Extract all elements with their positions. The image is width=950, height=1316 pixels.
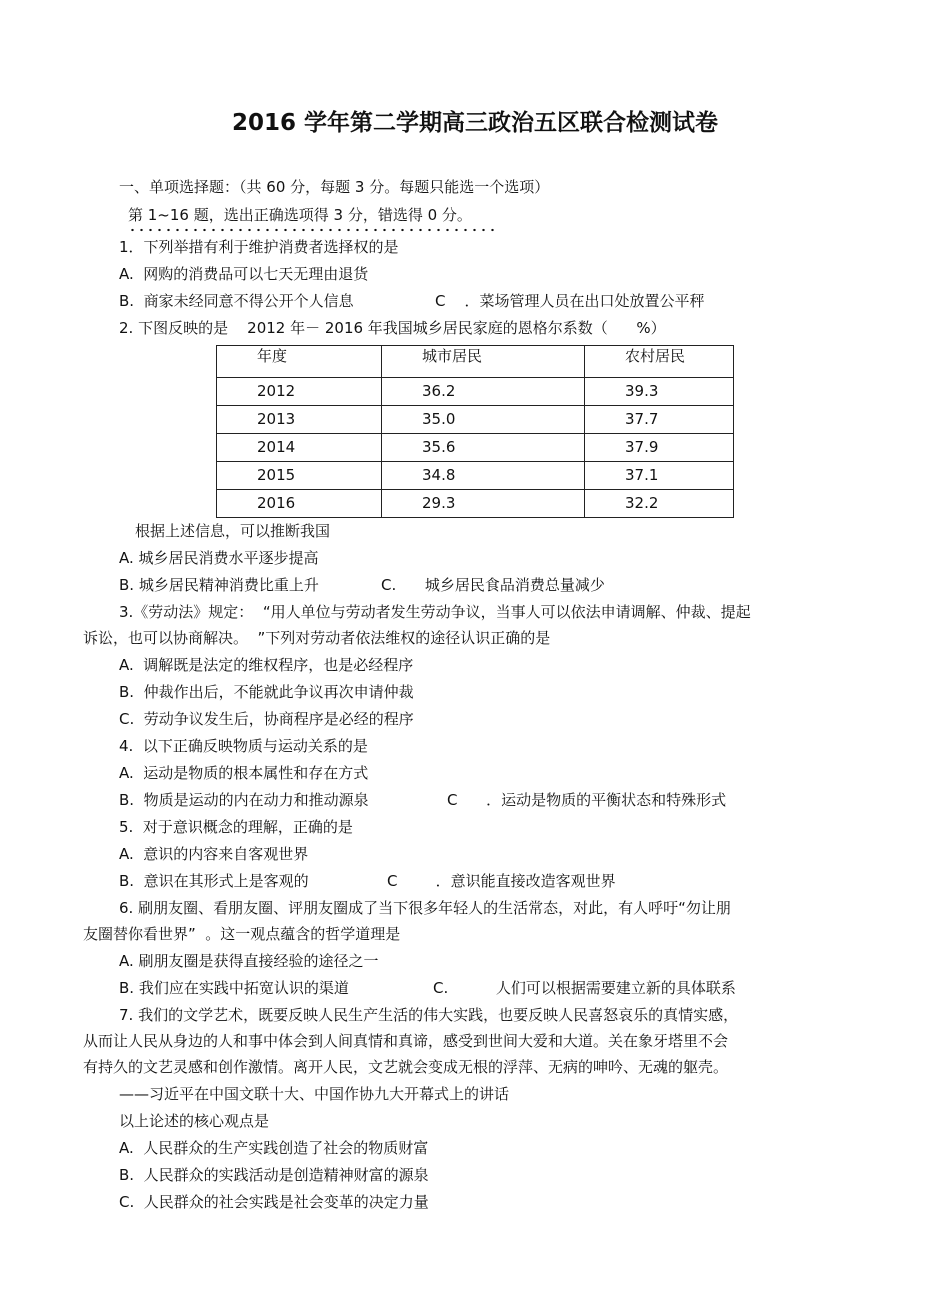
- q1-option-a: A. 网购的消费品可以七天无理由退货: [119, 265, 369, 283]
- cell-year: 2015: [217, 462, 382, 490]
- cell-rural: 32.2: [585, 490, 734, 518]
- q2-option-c: C. 城乡居民食品消费总量减少: [381, 576, 605, 594]
- q4-option-b: B. 物质是运动的内在动力和推动源泉: [119, 791, 369, 809]
- q7-option-c: C. 人民群众的社会实践是社会变革的决定力量: [119, 1193, 429, 1211]
- q3-stem-line2: 诉讼，也可以协商解决。 ”下列对劳动者依法维权的途径认识正确的是: [83, 629, 551, 647]
- q3-option-b: B. 仲裁作出后，不能就此争议再次申请仲裁: [119, 683, 414, 701]
- cell-year: 2016: [217, 490, 382, 518]
- cell-urban: 29.3: [382, 490, 585, 518]
- q3-option-c: C. 劳动争议发生后，协商程序是必经的程序: [119, 710, 414, 728]
- q5-option-b: B. 意识在其形式上是客观的: [119, 872, 309, 890]
- cell-urban: 36.2: [382, 378, 585, 406]
- table-row: [217, 490, 734, 518]
- q5-option-a: A. 意识的内容来自客观世界: [119, 845, 309, 863]
- q1-option-b: B. 商家未经同意不得公开个人信息: [119, 292, 354, 310]
- cell-rural: 39.3: [585, 378, 734, 406]
- engel-coefficient-table: [216, 345, 734, 518]
- q7-stem-line3: 有持久的文艺灵感和创作激情。离开人民，文艺就会变成无根的浮萍、无病的呻吟、无魂的躯壳。: [83, 1058, 729, 1076]
- header-rural: 农村居民: [585, 346, 734, 378]
- cell-year: 2012: [217, 378, 382, 406]
- cell-rural: 37.7: [585, 406, 734, 434]
- table-header-row: [217, 346, 734, 378]
- q4-option-a: A. 运动是物质的根本属性和存在方式: [119, 764, 369, 782]
- table-row: [217, 406, 734, 434]
- section-rule: 第 1~16 题，选出正确选项得 3 分，错选得 0 分。: [128, 206, 472, 224]
- q5-option-c: C ．意识能直接改造客观世界: [387, 872, 616, 890]
- q7-option-a: A. 人民群众的生产实践创造了社会的物质财富: [119, 1139, 429, 1157]
- cell-year: 2013: [217, 406, 382, 434]
- q6-stem-line1: 6. 刷朋友圈、看朋友圈、评朋友圈成了当下很多年轻人的生活常态，对此，有人呼吁“勿让朋: [119, 899, 731, 917]
- cell-urban: 34.8: [382, 462, 585, 490]
- page-title: 2016 学年第二学期高三政治五区联合检测试卷: [231, 110, 719, 136]
- q2-after-table: 根据上述信息，可以推断我国: [135, 522, 331, 540]
- q6-stem-line2: 友圈替你看世界” 。这一观点蕴含的哲学道理是: [83, 925, 401, 943]
- q6-option-c: C. 人们可以根据需要建立新的具体联系: [433, 979, 736, 997]
- q2-stem: 2. 下图反映的是 2012 年－ 2016 年我国城乡居民家庭的恩格尔系数（ %）: [119, 319, 666, 337]
- cell-urban: 35.0: [382, 406, 585, 434]
- header-year: 年度: [217, 346, 382, 378]
- emphasis-dots: [128, 228, 500, 232]
- q7-stem-line1: 7. 我们的文学艺术，既要反映人民生产生活的伟大实践，也要反映人民喜怒哀乐的真情实感，: [119, 1006, 739, 1024]
- q7-option-b: B. 人民群众的实践活动是创造精神财富的源泉: [119, 1166, 429, 1184]
- q1-option-c: C ．菜场管理人员在出口处放置公平秤: [435, 292, 705, 310]
- q7-source: ——习近平在中国文联十大、中国作协九大开幕式上的讲话: [119, 1085, 510, 1103]
- table-row: [217, 434, 734, 462]
- cell-urban: 35.6: [382, 434, 585, 462]
- q3-option-a: A. 调解既是法定的维权程序，也是必经程序: [119, 656, 414, 674]
- q6-option-a: A. 刷朋友圈是获得直接经验的途径之一: [119, 952, 379, 970]
- q1-stem: 1．下列举措有利于维护消费者选择权的是: [119, 238, 399, 256]
- cell-year: 2014: [217, 434, 382, 462]
- header-urban: 城市居民: [382, 346, 585, 378]
- q2-option-a: A. 城乡居民消费水平逐步提高: [119, 549, 319, 567]
- q7-ask: 以上论述的核心观点是: [119, 1112, 270, 1130]
- q4-stem: 4. 以下正确反映物质与运动关系的是: [119, 737, 368, 755]
- table-row: [217, 462, 734, 490]
- q5-stem: 5. 对于意识概念的理解，正确的是: [119, 818, 353, 836]
- cell-rural: 37.1: [585, 462, 734, 490]
- q4-option-c: C ．运动是物质的平衡状态和特殊形式: [447, 791, 727, 809]
- section-heading: 一、单项选择题：（共 60 分，每题 3 分。每题只能选一个选项）: [119, 178, 550, 196]
- table-row: [217, 378, 734, 406]
- q2-option-b: B. 城乡居民精神消费比重上升: [119, 576, 319, 594]
- q7-stem-line2: 从而让人民从身边的人和事中体会到人间真情和真谛，感受到世间大爱和大道。关在象牙塔里不会: [83, 1032, 729, 1050]
- cell-rural: 37.9: [585, 434, 734, 462]
- q6-option-b: B. 我们应在实践中拓宽认识的渠道: [119, 979, 349, 997]
- q3-stem-line1: 3.《劳动法》规定： “用人单位与劳动者发生劳动争议，当事人可以依法申请调解、仲裁、提起: [119, 603, 751, 621]
